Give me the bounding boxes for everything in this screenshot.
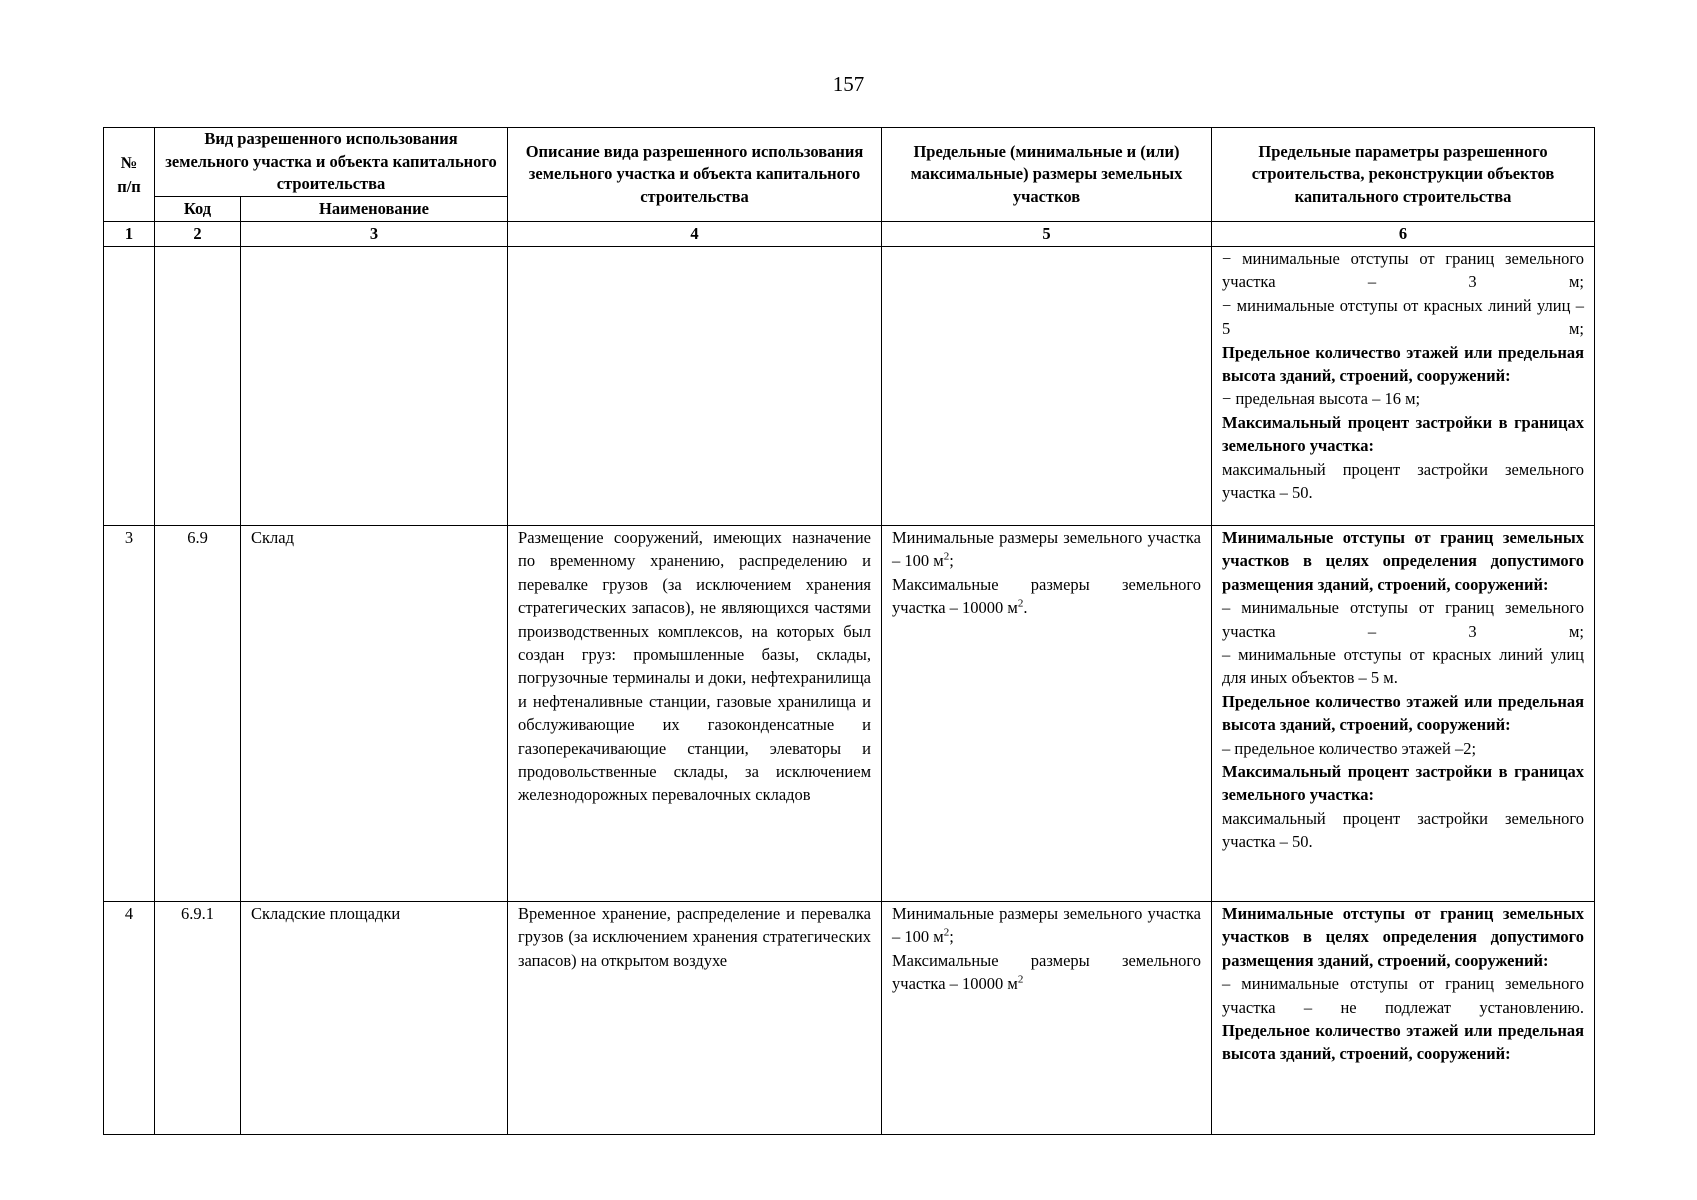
table-row bbox=[104, 902, 1595, 1135]
plot-size-line bbox=[892, 573, 1201, 620]
column-number: 6 bbox=[1212, 222, 1595, 247]
header-name: Наименование bbox=[241, 197, 508, 222]
code-cell: 6.9 bbox=[155, 526, 241, 902]
column-number: 1 bbox=[104, 222, 155, 247]
column-number: 4 bbox=[508, 222, 882, 247]
parameter-line: – минимальные отступы от границ земельного участка – 3 м; bbox=[1222, 598, 1585, 641]
parameter-line: – минимальные отступы от красных линий улиц для иных объектов – 5 м. bbox=[1222, 645, 1585, 688]
header-row-number-text: № п/п bbox=[117, 152, 141, 196]
column-number: 2 bbox=[155, 222, 241, 247]
superscript: 2 bbox=[1017, 973, 1024, 986]
parameter-line: – предельное количество этажей –2; bbox=[1222, 738, 1477, 758]
plot-size-text: Максимальные размеры земельного участка – 10000 м bbox=[892, 574, 1202, 618]
description-cell: Размещение сооружений, имеющих назначение по временному хранению, распределению и перевалке грузов (за исключением хранения стратегических запасов), не являющихся частями производственных комплексов, на которых был создан груз: промышленные базы, склады, погрузочные терминалы и доки, нефтехранилища и нефтеналивные станции, газовые хранилища и обслуживающие их газоконденсатные и газоперекачивающие станции, элеваторы и продовольственные склады, за исключением железнодорожных перевалочных складов bbox=[508, 526, 882, 902]
parameters-cell bbox=[1212, 526, 1595, 902]
parameter-line: − минимальные отступы от границ земельного участка – 3 м; bbox=[1222, 249, 1585, 292]
superscript: 2 bbox=[943, 926, 950, 939]
header-permitted-use: Вид разрешенного использования земельного участка и объекта капитального строительства bbox=[155, 128, 508, 197]
superscript: 2 bbox=[943, 550, 950, 563]
land-use-regulations-table bbox=[103, 127, 1595, 1135]
parameters-cell bbox=[1212, 247, 1595, 526]
plot-size-line bbox=[892, 526, 1201, 573]
name-cell: Склад bbox=[241, 526, 508, 902]
parameter-heading: Предельное количество этажей или предельная высота зданий, строений, сооружений: bbox=[1222, 691, 1585, 735]
parameter-heading: Минимальные отступы от границ земельных участков в целях определения допустимого размещения зданий, строений, сооружений: bbox=[1222, 904, 1585, 970]
plot-size-tail: ; bbox=[949, 927, 954, 947]
table-row bbox=[104, 247, 1595, 526]
header-plot-sizes: Предельные (минимальные и (или) максимальные) размеры земельных участков bbox=[882, 128, 1212, 222]
column-number-row bbox=[104, 222, 1595, 247]
row-number-cell bbox=[104, 247, 155, 526]
parameter-line: максимальный процент застройки земельного участка – 50. bbox=[1222, 808, 1585, 852]
row-number-cell: 3 bbox=[104, 526, 155, 902]
name-cell bbox=[241, 247, 508, 526]
plot-sizes-cell bbox=[882, 526, 1212, 902]
name-cell: Складские площадки bbox=[241, 902, 508, 1135]
header-parameters: Предельные параметры разрешенного строительства, реконструкции объектов капитального строительства bbox=[1212, 128, 1595, 222]
column-number: 3 bbox=[241, 222, 508, 247]
description-cell bbox=[508, 247, 882, 526]
header-description: Описание вида разрешенного использования земельного участка и объекта капитального строительства bbox=[508, 128, 882, 222]
parameter-heading: Предельное количество этажей или предельная высота зданий, строений, сооружений: bbox=[1222, 1021, 1585, 1064]
column-number: 5 bbox=[882, 222, 1212, 247]
parameter-line: – минимальные отступы от границ земельного участка – не подлежат установлению. bbox=[1222, 974, 1585, 1017]
plot-size-tail: . bbox=[1023, 598, 1028, 618]
header-code: Код bbox=[155, 197, 241, 222]
parameter-line: максимальный процент застройки земельного участка – 50. bbox=[1222, 459, 1585, 503]
parameter-line: − минимальные отступы от красных линий улиц – 5 м; bbox=[1222, 295, 1585, 339]
table-row bbox=[104, 526, 1595, 902]
description-cell: Временное хранение, распределение и перевалка грузов (за исключением хранения стратегических запасов) на открытом воздухе bbox=[508, 902, 882, 1135]
plot-size-text: Минимальные размеры земельного участка – 100 м bbox=[892, 904, 1202, 947]
parameter-heading: Минимальные отступы от границ земельных участков в целях определения допустимого размещения зданий, строений, сооружений: bbox=[1222, 528, 1585, 594]
header-row-number bbox=[104, 128, 155, 222]
plot-sizes-cell bbox=[882, 902, 1212, 1135]
parameter-line: − предельная высота – 16 м; bbox=[1222, 389, 1421, 409]
plot-size-tail: ; bbox=[949, 551, 954, 571]
table-header bbox=[104, 128, 1595, 247]
parameter-heading: Предельное количество этажей или предельная высота зданий, строений, сооружений: bbox=[1222, 342, 1585, 386]
plot-size-text: Минимальные размеры земельного участка – 100 м bbox=[892, 528, 1202, 571]
superscript: 2 bbox=[1017, 597, 1024, 610]
parameters-cell bbox=[1212, 902, 1595, 1135]
parameter-heading: Максимальный процент застройки в границах земельного участка: bbox=[1222, 412, 1585, 456]
page-number: 157 bbox=[832, 72, 865, 96]
code-cell bbox=[155, 247, 241, 526]
plot-size-text: Максимальные размеры земельного участка – 10000 м bbox=[892, 950, 1202, 994]
plot-size-line bbox=[892, 949, 1201, 996]
parameter-heading: Максимальный процент застройки в границах земельного участка: bbox=[1222, 762, 1585, 805]
plot-size-line bbox=[892, 902, 1201, 949]
plot-sizes-cell bbox=[882, 247, 1212, 526]
row-number-cell: 4 bbox=[104, 902, 155, 1135]
code-cell: 6.9.1 bbox=[155, 902, 241, 1135]
